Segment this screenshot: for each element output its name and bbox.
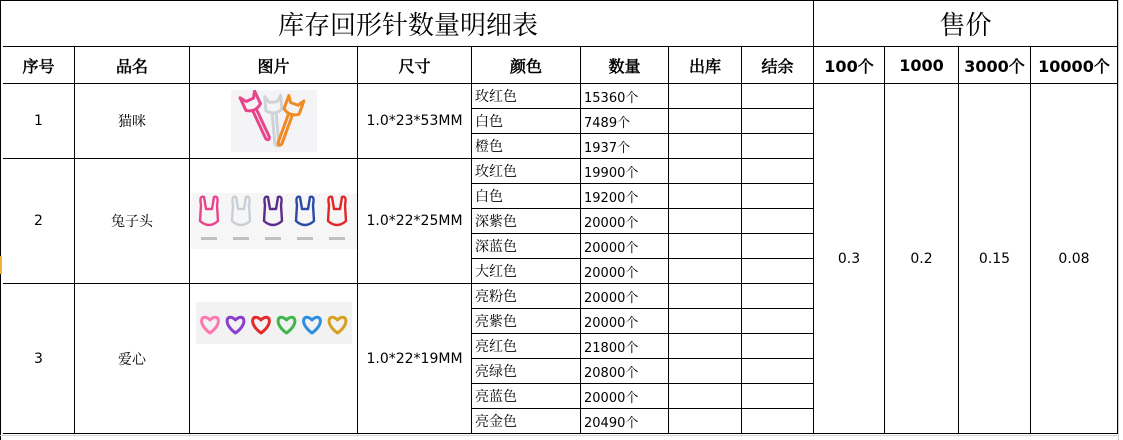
header-4[interactable] [358,47,472,84]
product-name-3-text: 爱心 [118,351,146,368]
qty-cell[interactable] [581,284,669,309]
balance-cell[interactable] [742,209,814,234]
color-cell[interactable] [472,309,581,334]
balance-cell[interactable] [742,234,814,259]
product-no-2[interactable] [3,159,75,284]
product-size-2-text: 1.0*22*25MM [366,213,463,229]
sheet-left-border [0,0,1,440]
balance-cell[interactable] [742,109,814,134]
balance-cell[interactable] [742,134,814,159]
header-5-text: 颜色 [509,56,542,76]
qty-cell[interactable] [581,234,669,259]
qty-cell-text: 20000个 [584,315,639,331]
balance-cell[interactable] [742,384,814,409]
outbound-cell[interactable] [669,384,742,409]
color-cell[interactable] [472,159,581,184]
qty-cell-text: 1937个 [584,140,631,156]
price-cell-3[interactable] [959,84,1031,434]
qty-cell-text: 20000个 [584,290,639,306]
product-no-3-text: 3 [34,350,43,367]
header-7[interactable] [669,47,742,84]
color-cell-text: 橙色 [475,139,503,155]
color-cell[interactable] [472,134,581,159]
product-name-1-text: 猫咪 [118,114,146,130]
header-3-text: 图片 [257,56,290,76]
product-size-3[interactable] [358,284,472,434]
header-8[interactable] [742,47,814,84]
header-2-text: 品名 [115,56,148,76]
color-cell-text: 亮红色 [475,339,517,355]
color-cell-text: 深紫色 [475,214,517,230]
outbound-cell[interactable] [669,109,742,134]
product-image-2[interactable] [190,159,358,284]
qty-cell[interactable] [581,134,669,159]
balance-cell[interactable] [742,84,814,109]
qty-cell-text: 20000个 [584,240,639,256]
header-1[interactable] [3,47,75,84]
price-header-3-text: 3000个 [964,56,1025,76]
color-cell-text: 亮绿色 [475,364,517,380]
color-cell[interactable] [472,209,581,234]
color-cell-text: 白色 [475,114,503,130]
product-no-1-text: 1 [34,113,43,129]
color-cell-text: 亮金色 [475,414,517,430]
price-cell-4-text: 0.08 [1058,250,1090,267]
price-cell-4[interactable] [1031,84,1118,434]
header-8-text: 结余 [761,56,794,76]
product-image-1[interactable] [190,84,358,159]
price-cell-1[interactable] [814,84,885,434]
price-title-text: 售价 [939,10,992,41]
color-cell[interactable] [472,334,581,359]
color-cell-text: 亮紫色 [475,314,517,330]
outbound-cell[interactable] [669,409,742,434]
product-size-1[interactable] [358,84,472,159]
qty-cell[interactable] [581,334,669,359]
outbound-cell[interactable] [669,359,742,384]
price-cell-3-text: 0.15 [978,250,1011,267]
color-cell[interactable] [472,259,581,284]
outbound-cell[interactable] [669,259,742,284]
qty-cell-text: 19900个 [584,165,639,181]
price-cell-2[interactable] [885,84,959,434]
qty-cell[interactable] [581,84,669,109]
color-cell-text: 亮粉色 [475,289,517,305]
color-cell-text: 大红色 [475,264,517,280]
balance-cell[interactable] [742,284,814,309]
header-7-text: 出库 [688,56,721,76]
outbound-cell[interactable] [669,184,742,209]
header-6-text: 数量 [608,56,641,76]
bunny-clips-picture [191,193,357,249]
outbound-cell[interactable] [669,334,742,359]
price-header-1-text: 100个 [824,56,874,76]
price-header-3[interactable] [959,47,1031,84]
price-header-4-text: 10000个 [1038,56,1110,76]
qty-cell-text: 20490个 [584,415,639,431]
qty-cell-text: 15360个 [584,90,639,106]
cat-clips-picture [231,90,317,152]
color-cell[interactable] [472,284,581,309]
balance-cell[interactable] [742,409,814,434]
header-6[interactable] [581,47,669,84]
outbound-cell[interactable] [669,134,742,159]
color-cell-text: 亮蓝色 [475,389,517,405]
qty-cell[interactable] [581,184,669,209]
qty-cell[interactable] [581,209,669,234]
outbound-cell[interactable] [669,159,742,184]
color-cell-text: 玫红色 [475,89,517,105]
outbound-cell[interactable] [669,284,742,309]
color-cell-text: 玫红色 [475,164,517,180]
product-name-1[interactable] [75,84,190,159]
balance-cell[interactable] [742,334,814,359]
price-header-2[interactable] [885,47,959,84]
gridline [0,435,1118,436]
outbound-cell[interactable] [669,309,742,334]
product-name-2[interactable] [75,159,190,284]
balance-cell[interactable] [742,159,814,184]
qty-cell[interactable] [581,159,669,184]
product-image-3[interactable] [190,284,358,434]
product-no-1[interactable] [3,84,75,159]
price-header-2-text: 1000 [899,55,944,75]
balance-cell[interactable] [742,309,814,334]
header-3[interactable] [190,47,358,84]
color-cell[interactable] [472,234,581,259]
qty-cell-text: 20000个 [584,265,639,281]
balance-cell[interactable] [742,359,814,384]
qty-cell-text: 20000个 [584,390,639,406]
header-4-text: 尺寸 [398,56,431,76]
product-size-2[interactable] [358,159,472,284]
qty-cell-text: 7489个 [584,115,631,131]
sheet-title[interactable] [3,0,814,47]
qty-cell[interactable] [581,309,669,334]
qty-cell[interactable] [581,259,669,284]
product-no-2-text: 2 [34,213,43,229]
qty-cell-text: 20000个 [584,215,639,231]
sheet-title-text: 库存回形针数量明细表 [277,10,538,41]
qty-cell[interactable] [581,384,669,409]
qty-cell-text: 20800个 [584,365,639,381]
next-column-edge [1118,0,1123,440]
product-size-1-text: 1.0*23*53MM [366,113,463,129]
product-size-3-text: 1.0*22*19MM [366,350,463,367]
product-no-3[interactable] [3,284,75,434]
color-cell[interactable] [472,409,581,434]
balance-cell[interactable] [742,184,814,209]
color-cell-text: 白色 [475,189,503,205]
price-header-4[interactable] [1031,47,1118,84]
outbound-cell[interactable] [669,84,742,109]
price-cell-2-text: 0.2 [910,250,933,267]
color-cell[interactable] [472,109,581,134]
qty-cell[interactable] [581,109,669,134]
price-header-1[interactable] [814,47,885,84]
header-1-text: 序号 [22,56,55,76]
color-cell-text: 深蓝色 [475,239,517,255]
price-cell-1-text: 0.3 [837,250,861,267]
qty-cell-text: 21800个 [584,340,639,356]
color-cell[interactable] [472,84,581,109]
color-cell[interactable] [472,184,581,209]
color-cell[interactable] [472,359,581,384]
qty-cell[interactable] [581,409,669,434]
qty-cell-text: 19200个 [584,190,639,206]
heart-clips-picture [196,302,352,344]
product-name-3[interactable] [75,284,190,434]
balance-cell[interactable] [742,259,814,284]
qty-cell[interactable] [581,359,669,384]
product-name-2-text: 兔子头 [111,214,153,230]
row-selection-marker [0,256,2,274]
price-title[interactable] [814,0,1118,47]
header-5[interactable] [472,47,581,84]
outbound-cell[interactable] [669,234,742,259]
outbound-cell[interactable] [669,209,742,234]
color-cell[interactable] [472,384,581,409]
header-2[interactable] [75,47,190,84]
